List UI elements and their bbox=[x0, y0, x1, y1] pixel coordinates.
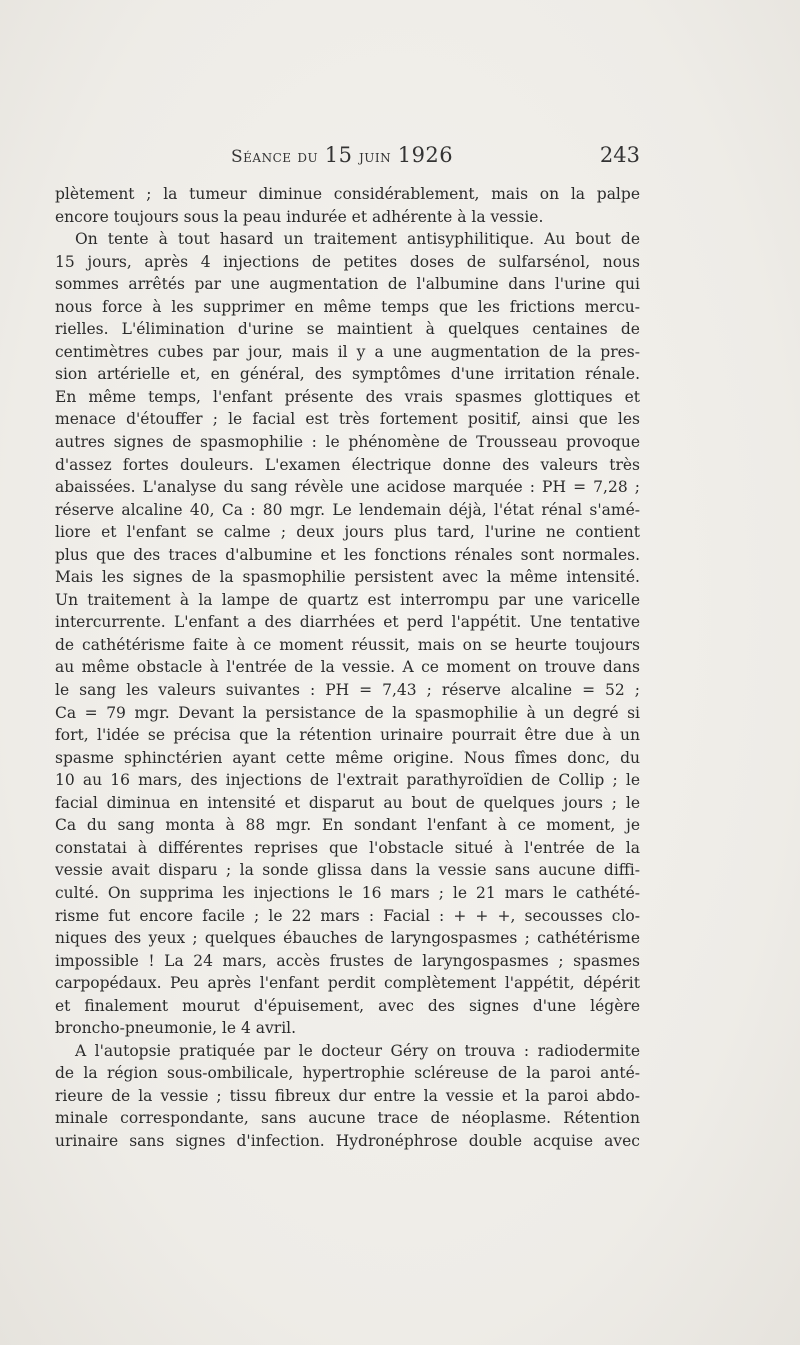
text-line: minale correspondante, sans aucune trace de néoplasme. Rétention bbox=[55, 1109, 640, 1128]
text-line: niques des yeux ; quelques ébauches de laryngospasmes ; cathétérisme bbox=[55, 929, 640, 948]
text-line: Un traitement à la lampe de quartz est interrompu par une varicelle bbox=[55, 590, 640, 609]
text-line: encore toujours sous la peau indurée et adhérente à la vessie. bbox=[55, 207, 544, 226]
text-line: rielles. L'élimination d'urine se maintient à quelques centaines de bbox=[55, 320, 640, 339]
text-line: A l'autopsie pratiquée par le docteur Géry on trouva : radiodermite bbox=[75, 1041, 640, 1060]
text-line: Mais les signes de la spasmophilie persistent avec la même intensité. bbox=[55, 568, 640, 587]
text-line: abaissées. L'analyse du sang révèle une acidose marquée : PH = 7,28 ; bbox=[55, 478, 640, 497]
text-line: nous force à les supprimer en même temps que les frictions mercu- bbox=[55, 297, 640, 316]
text-line: sommes arrêtés par une augmentation de l'albumine dans l'urine qui bbox=[55, 275, 640, 294]
text-line: 15 jours, après 4 injections de petites doses de sulfarsénol, nous bbox=[55, 252, 640, 271]
text-line: d'assez fortes douleurs. L'examen électrique donne des valeurs très bbox=[55, 455, 640, 474]
text-line: menace d'étouffer ; le facial est très fortement positif, ainsi que les bbox=[55, 410, 640, 429]
text-line: spasme sphinctérien ayant cette même origine. Nous fîmes donc, du bbox=[55, 748, 640, 767]
text-line: facial diminua en intensité et disparut au bout de quelques jours ; le bbox=[55, 793, 640, 812]
running-title bbox=[231, 143, 453, 167]
text-line: Ca = 79 mgr. Devant la persistance de la spasmophilie à un degré si bbox=[55, 703, 640, 722]
text-line: centimètres cubes par jour, mais il y a une augmentation de la pres- bbox=[55, 342, 640, 361]
text-line: de cathétérisme faite à ce moment réussit, mais on se heurte toujours bbox=[55, 635, 640, 654]
text-line: au même obstacle à l'entrée de la vessie. A ce moment on trouve dans bbox=[55, 658, 640, 677]
text-line: et finalement mourut d'épuisement, avec des signes d'une légère bbox=[55, 996, 640, 1015]
text-line: liore et l'enfant se calme ; deux jours plus tard, l'urine ne contient bbox=[55, 523, 640, 542]
text-line: sion artérielle et, en général, des symptômes d'une irritation rénale. bbox=[55, 365, 640, 384]
text-line: fort, l'idée se précisa que la rétention urinaire pourrait être due à un bbox=[55, 726, 640, 745]
text-line: carpopédaux. Peu après l'enfant perdit complètement l'appétit, dépérit bbox=[55, 974, 640, 993]
text-line: Ca du sang monta à 88 mgr. En sondant l'enfant à ce moment, je bbox=[55, 816, 640, 835]
text-line: broncho-pneumonie, le 4 avril. bbox=[55, 1019, 297, 1038]
running-title-month: juin bbox=[358, 147, 392, 167]
text-line: En même temps, l'enfant présente des vrais spasmes glottiques et bbox=[55, 387, 640, 406]
text-line: rieure de la vessie ; tissu fibreux dur entre la vessie et la paroi abdo- bbox=[55, 1086, 640, 1105]
text-line: constatai à différentes reprises que l'obstacle situé à l'entrée de la bbox=[55, 838, 640, 857]
text-line: On tente à tout hasard un traitement antisyphilitique. Au bout de bbox=[75, 230, 640, 249]
text-line: risme fut encore facile ; le 22 mars : Facial : + + +, secousses clo- bbox=[55, 906, 640, 925]
text-line: intercurrente. L'enfant a des diarrhées et perd l'appétit. Une tentative bbox=[55, 613, 640, 632]
text-line: de la région sous-ombilicale, hypertrophie scléreuse de la paroi anté- bbox=[55, 1064, 640, 1083]
text-line: impossible ! La 24 mars, accès frustes de laryngospasmes ; spasmes bbox=[55, 951, 640, 970]
text-line: le sang les valeurs suivantes : PH = 7,43 ; réserve alcaline = 52 ; bbox=[55, 681, 640, 700]
running-title-day: 15 bbox=[324, 143, 353, 167]
text-line: culté. On supprima les injections le 16 mars ; le 21 mars le cathété- bbox=[55, 883, 640, 902]
text-line: urinaire sans signes d'infection. Hydronéphrose double acquise avec bbox=[55, 1131, 640, 1150]
text-line: 10 au 16 mars, des injections de l'extrait parathyroïdien de Collip ; le bbox=[55, 771, 640, 790]
page-header bbox=[55, 143, 640, 173]
running-title-session: Séance du bbox=[231, 147, 319, 167]
running-title-year: 1926 bbox=[397, 143, 454, 167]
text-line: réserve alcaline 40, Ca : 80 mgr. Le lendemain déjà, l'état rénal s'amé- bbox=[55, 500, 640, 519]
text-line: autres signes de spasmophilie : le phénomène de Trousseau provoque bbox=[55, 433, 640, 452]
text-line: plus que des traces d'albumine et les fonctions rénales sont normales. bbox=[55, 545, 640, 564]
page-number: 243 bbox=[599, 143, 640, 167]
text-line: plètement ; la tumeur diminue considérablement, mais on la palpe bbox=[55, 185, 640, 203]
body-text bbox=[55, 183, 640, 1153]
text-line: vessie avait disparu ; la sonde glissa dans la vessie sans aucune diffi- bbox=[55, 861, 640, 880]
